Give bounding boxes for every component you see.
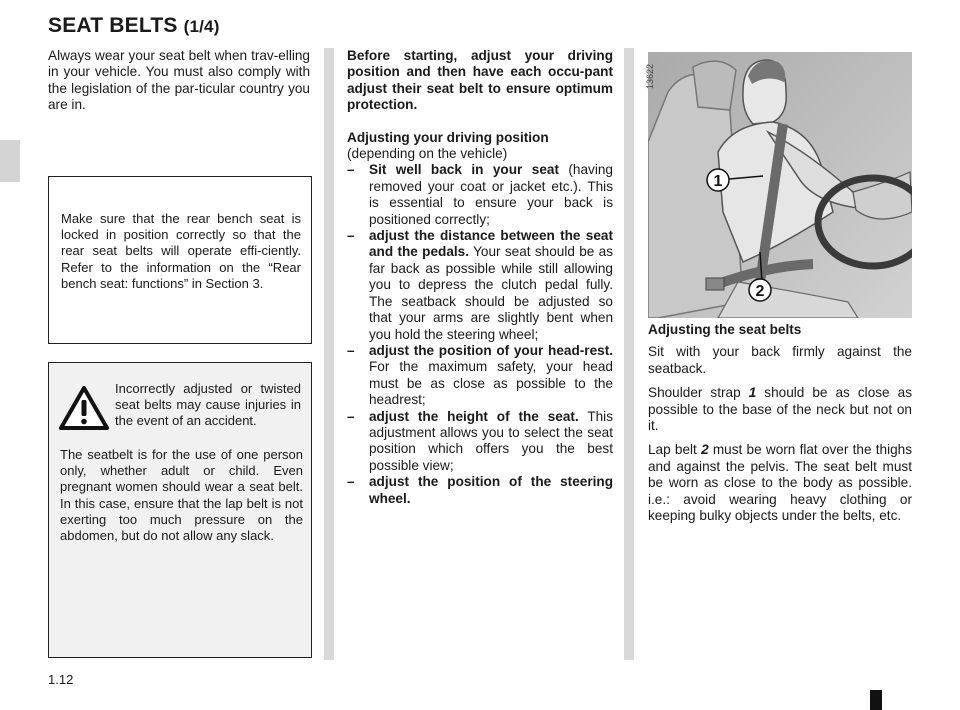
- list-item-text: (having removed your coat or jacket etc.). This is essential to ensure your back is positioned correctly;: [369, 162, 613, 227]
- seat-belt-adjust-section: [648, 322, 912, 532]
- paragraph-text: must be worn flat over the thighs and against the pelvis. The seat belt must be worn as close to the body as possible. i.e.: avoid wearing heavy clothing or keeping bulky objects under the belts, etc.: [648, 442, 913, 524]
- seat-belt-paragraph-1: Sit with your back firmly against the seatback.: [648, 344, 912, 376]
- warning-box: [48, 362, 312, 658]
- list-item: [347, 343, 613, 409]
- illustration-id: 13622: [645, 63, 655, 89]
- callout-1-label: 1: [713, 173, 723, 190]
- list-dash: –: [347, 342, 355, 358]
- title-part-indicator: (1/4): [183, 17, 220, 36]
- driving-position-heading: Adjusting your driving position: [347, 129, 549, 145]
- seat-belt-paragraph-2: [648, 385, 912, 434]
- paragraph-text: should be as close as possible to the base of the neck but not on it.: [648, 385, 912, 434]
- seat-belt-paragraph-3: [648, 442, 912, 524]
- driving-position-note: (depending on the vehicle): [347, 146, 508, 162]
- driving-position-section: [347, 48, 613, 507]
- list-dash: –: [347, 474, 355, 490]
- list-item-bold: Sit well back in your seat: [369, 162, 559, 178]
- shoulder-strap-ref: 1: [748, 385, 757, 401]
- lap-belt-ref: 2: [701, 442, 709, 458]
- list-item-bold: adjust the distance between the seat and the pedals.: [369, 228, 613, 260]
- list-dash: –: [347, 228, 355, 244]
- list-dash: –: [347, 162, 355, 178]
- list-dash: –: [347, 408, 355, 424]
- warning-lead-text: Incorrectly adjusted or twisted seat belts may cause injuries in the event of an accident.: [115, 381, 301, 429]
- section-tab: [0, 140, 20, 182]
- list-item-bold: adjust the position of the steering wheel.: [369, 474, 613, 506]
- warning-triangle-icon: [57, 383, 111, 433]
- paragraph-text: Lap belt: [648, 442, 702, 458]
- seat-belt-illustration: [648, 52, 912, 318]
- list-item: [347, 162, 613, 228]
- middle-intro-text: Before starting, adjust your driving position and then have each occu-pant adjust their seat belt to ensure optimum protection.: [347, 48, 613, 113]
- list-item: [347, 474, 613, 507]
- paragraph-text: Shoulder strap: [648, 385, 749, 401]
- list-item-bold: adjust the height of the seat.: [369, 408, 579, 424]
- page-title: [48, 14, 220, 38]
- page-number: 1.12: [48, 672, 74, 687]
- list-item-bold: adjust the position of your head-rest.: [369, 342, 613, 358]
- note-box-text: Make sure that the rear bench seat is locked in position correctly so that the rear seat belts will operate effi-ciently. Refer to the information on the “Rear bench seat: functions” in Section 3.: [61, 211, 301, 291]
- column-divider-left: [324, 48, 334, 660]
- list-item-text: Your seat should be as far back as possible while still allowing you to depress the clutch pedal fully. The seatback should be adjusted so that your arms are slightly bent when you hold the steering wheel;: [369, 244, 613, 342]
- callout-2-label: 2: [755, 283, 765, 300]
- page-corner-mark: [870, 690, 882, 710]
- left-intro-text: Always wear your seat belt when trav-elling in your vehicle. You must also comply with the legislation of the par-ticular country you are in.: [48, 48, 310, 113]
- column-divider-right: [624, 48, 634, 660]
- title-text: SEAT BELTS: [48, 14, 178, 37]
- list-item: [347, 409, 613, 475]
- list-item: [347, 228, 613, 343]
- note-box: [48, 176, 312, 344]
- list-item-text: This adjustment allows you to select the seat position which offers you the best possible view;: [369, 408, 613, 473]
- seat-belt-adjust-heading: Adjusting the seat belts: [648, 322, 802, 337]
- warning-body-text: The seatbelt is for the use of one person only, whether adult or child. Even pregnant women should wear a seat belt. In this case, ensure that the lap belt is not exerting too much pressure on the abdomen, but do not allow any slack.: [60, 447, 303, 544]
- list-item-text: For the maximum safety, your head must be as close as possible to the headrest;: [369, 359, 613, 408]
